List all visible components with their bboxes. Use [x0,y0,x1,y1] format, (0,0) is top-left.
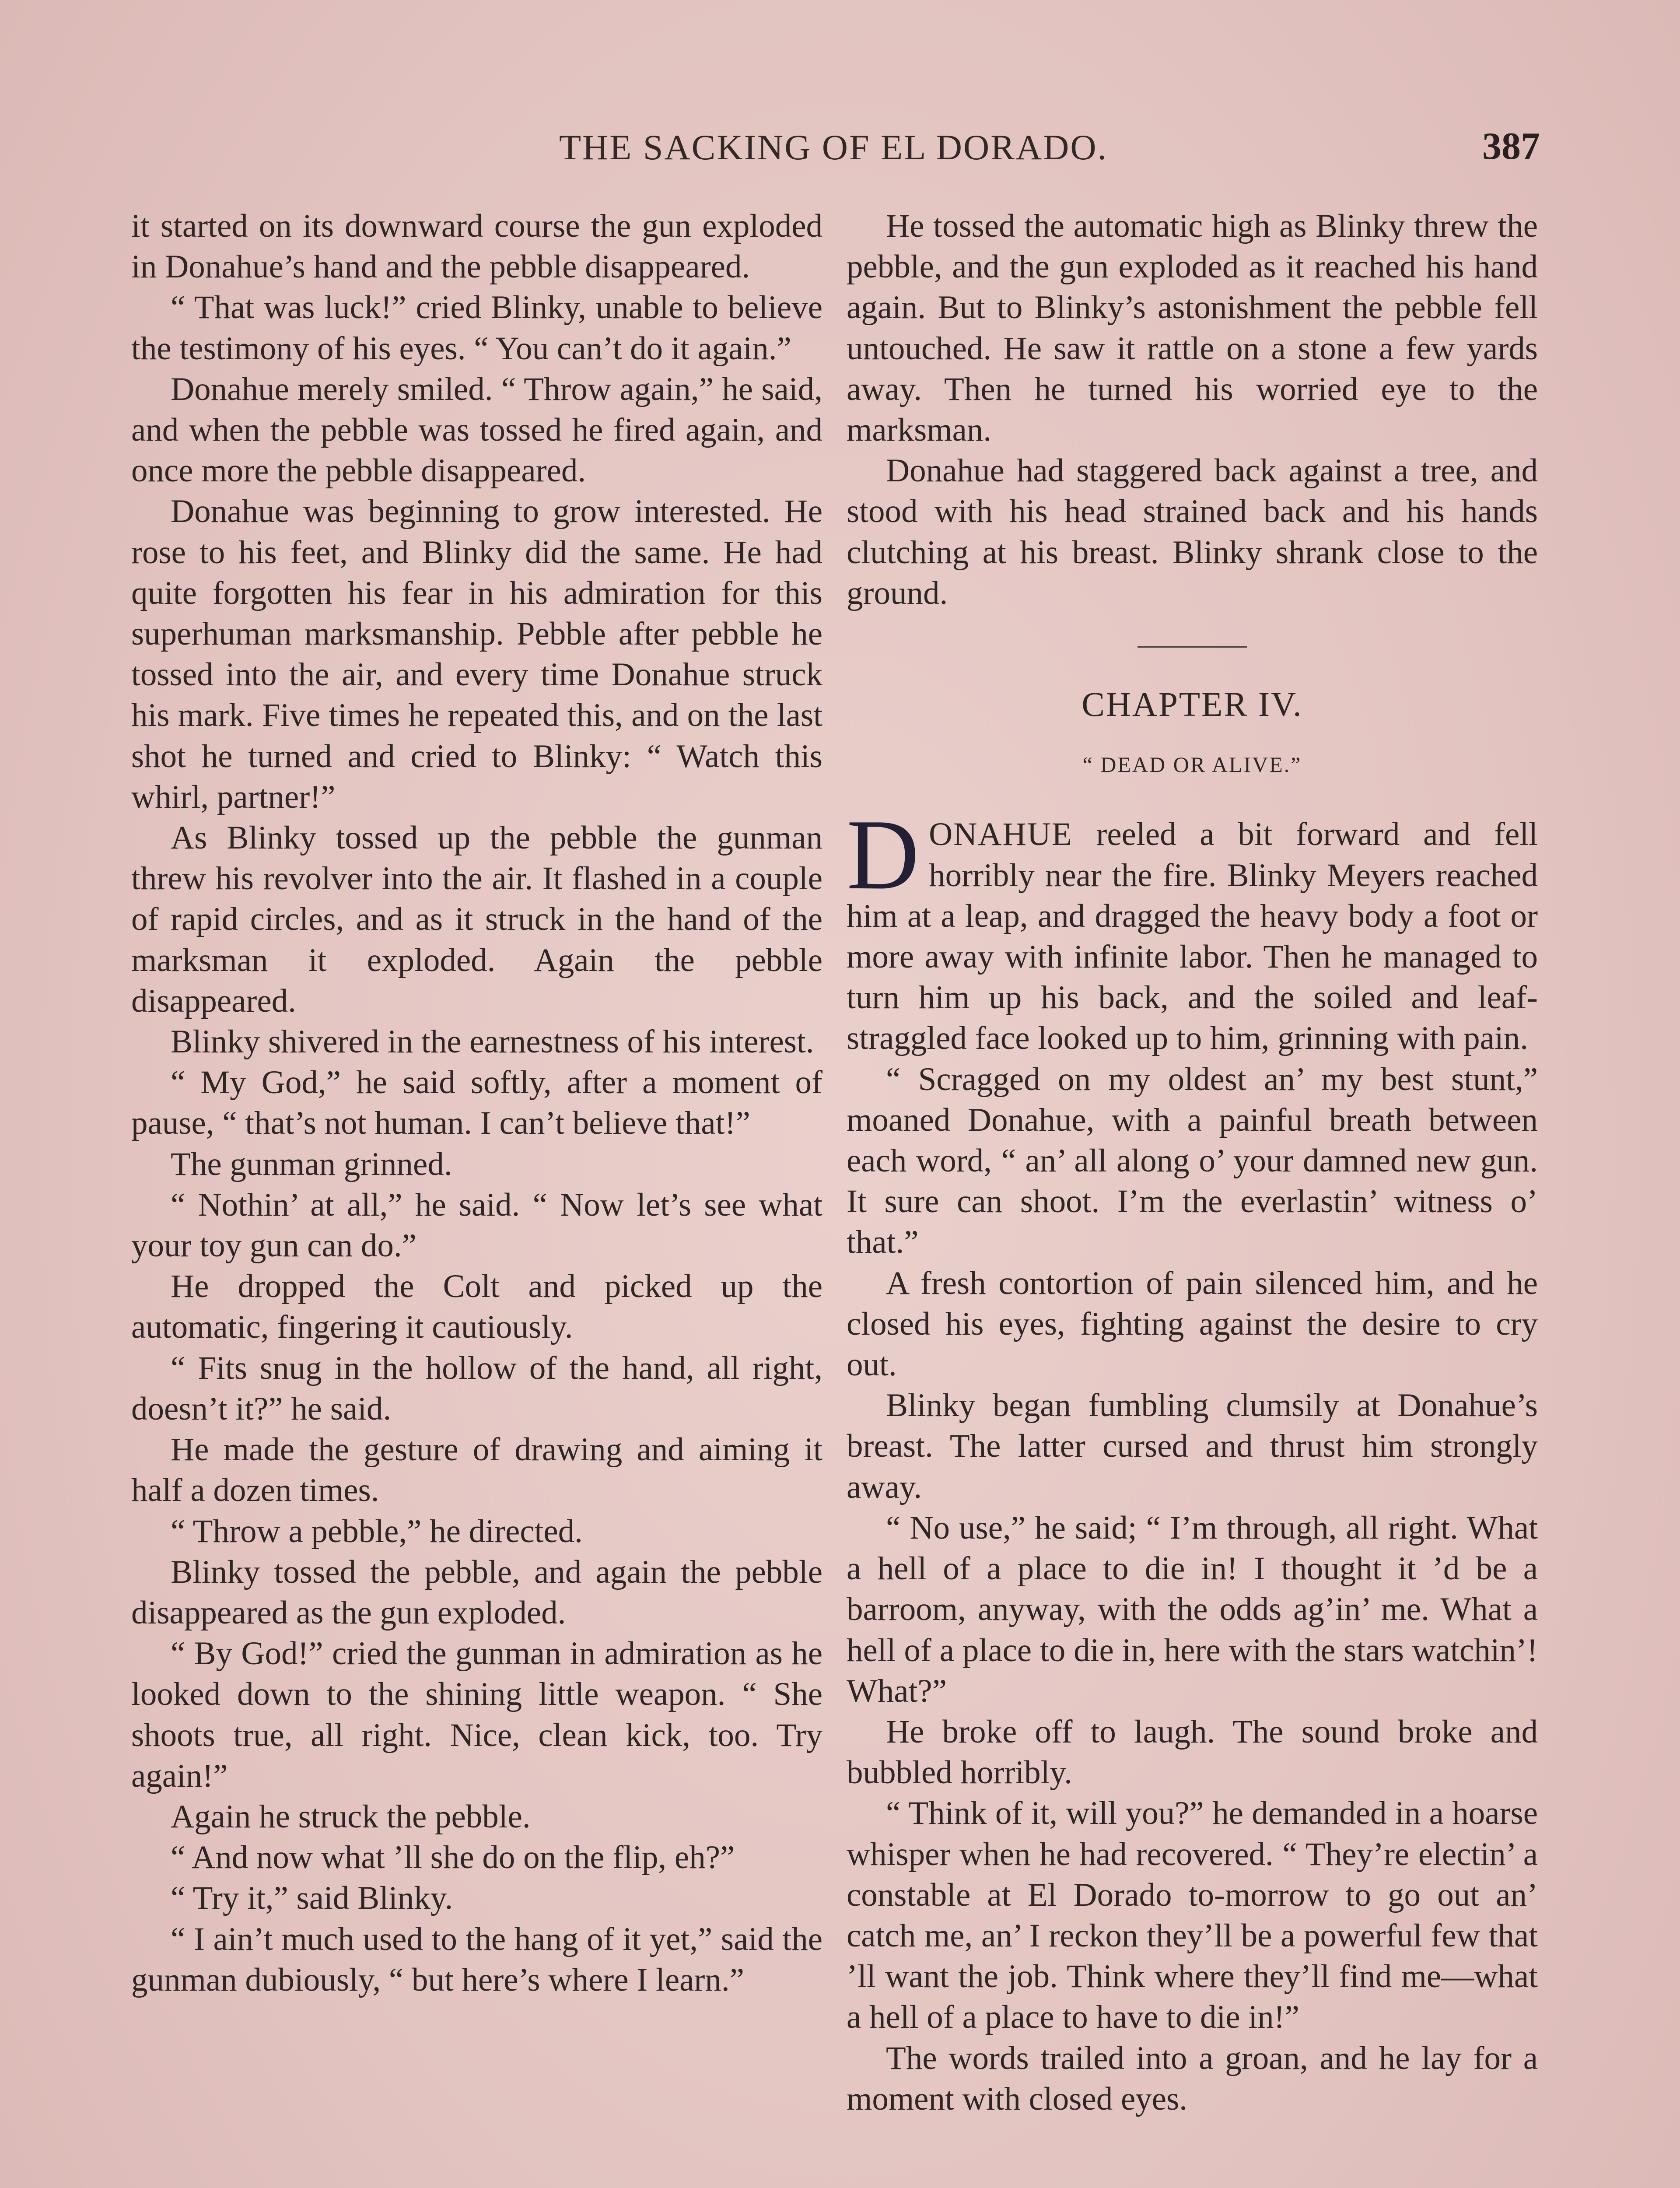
chapter-subtitle: “ DEAD OR ALIVE.” [1082,752,1302,777]
left-paragraph: “ Nothin’ at all,” he said. “ Now let’s see what your toy gun can do.” [131,1186,822,1264]
left-paragraph: “ By God!” cried the gunman in admiration as he looked down to the shining little weapon. “ She shoots true, all right. Nice, clean kick, too. Try again!” [131,1635,822,1794]
right-paragraph: “ Think of it, will you?” he demanded in a hoarse whisper when he had recovered. “ They’re electin’ a constable at El Dorado to-morrow to go out an’ catch me, an’ I reckon they’ll be a powerful few that ’ll want the job. Think where they’ll find me—what a hell of a place to have to die in!” [847,1795,1538,2036]
left-paragraph: He made the gesture of drawing and aiming it half a dozen times. [131,1431,822,1509]
left-paragraph: Donahue merely smiled. “ Throw again,” he said, and when the pebble was tossed he fired again, and once more the pebble disappeared. [131,371,822,489]
left-paragraph: “ My God,” he said softly, after a moment of pause, “ that’s not human. I can’t believe that!” [131,1064,822,1142]
right-paragraph: A fresh contortion of pain silenced him, and he closed his eyes, fighting against the desire to cry out. [847,1265,1538,1383]
left-paragraph: The gunman grinned. [171,1146,452,1182]
page-number: 387 [1482,125,1540,168]
right-paragraph: He tossed the automatic high as Blinky threw the pebble, and the gun exploded as it reached his hand again. But to Blinky’s astonishment the pebble fell untouched. He saw it rattle on a stone a few yards away. Then he turned his worried eye to the marksman. [847,208,1538,449]
right-paragraph: The words trailed into a groan, and he lay for a moment with closed eyes. [847,2040,1538,2117]
running-title: THE SACKING OF EL DORADO. [559,127,1108,167]
left-column [131,206,822,2000]
page-header [127,127,1540,179]
left-paragraph: “ And now what ’ll she do on the flip, eh?” [171,1839,735,1876]
left-paragraph: “ That was luck!” cried Blinky, unable to believe the testimony of his eyes. “ You can’t do it again.” [131,289,822,367]
right-paragraph: “ Scragged on my oldest an’ my best stunt,” moaned Donahue, with a painful breath between each word, “ an’ all along o’ your damned new gun. It sure can shoot. I’m the everlastin’ witness o’ that.” [847,1061,1538,1261]
right-paragraph: He broke off to laugh. The sound broke and bubbled horribly. [847,1713,1538,1791]
right-paragraph: “ No use,” he said; “ I’m through, all right. What a hell of a place to die in! I thought it ’d be a barroom, anyway, with the odds ag’in’ me. What a hell of a place to die in, here with the stars watchin’! What?” [847,1509,1538,1709]
chapter-opening-paragraph [847,799,1538,1059]
drop-cap: D [847,799,920,911]
opening-smallcaps: ONAHUE [929,816,1073,853]
left-paragraph: Blinky tossed the pebble, and again the pebble disappeared as the gun exploded. [131,1553,822,1631]
left-paragraph: “ I ain’t much used to the hang of it yet,” said the gunman dubiously, “ but here’s where I learn.” [131,1921,822,1998]
right-paragraph: Blinky began fumbling clumsily at Donahue’s breast. The latter cursed and thrust him strongly away. [847,1387,1538,1505]
left-paragraph: Again he struck the pebble. [171,1798,531,1835]
left-paragraph: Blinky shivered in the earnestness of his interest. [171,1024,814,1060]
left-paragraph: it started on its downward course the gun exploded in Donahue’s hand and the pebble disappeared. [131,208,822,285]
section-divider [1138,646,1247,648]
left-paragraph: “ Fits snug in the hollow of the hand, all right, doesn’t it?” he said. [131,1350,822,1427]
left-paragraph: Donahue was beginning to grow interested. He rose to his feet, and Blinky did the same. He had quite forgotten his fear in his admiration for this superhuman marksmanship. Pebble after pebble he tossed into the air, and every time Donahue struck his mark. Five times he repeated this, and on the last shot he turned and cried to Blinky: “ Watch this whirl, partner!” [131,493,822,815]
left-paragraph: He dropped the Colt and picked up the automatic, fingering it cautiously. [131,1268,822,1346]
opening-text: reeled a bit forward and fell horribly near the fire. Blinky Meyers reached him at a leap, and dragged the heavy body a foot or more away with infinite labor. Then he managed to turn him up his back, and the soiled and leaf-straggled face looked up to him, grinning with pain. [847,816,1538,1057]
right-column [847,206,1538,2119]
right-paragraph: Donahue had staggered back against a tree, and stood with his head strained back and his hands clutching at his breast. Blinky shrank close to the ground. [847,452,1538,611]
left-paragraph: As Blinky tossed up the pebble the gunman threw his revolver into the air. It flashed in a couple of rapid circles, and as it struck in the hand of the marksman it exploded. Again the pebble disappeared. [131,820,822,1019]
left-paragraph: “ Try it,” said Blinky. [171,1880,453,1917]
chapter-title: CHAPTER IV. [1082,686,1303,724]
left-paragraph: “ Throw a pebble,” he directed. [171,1513,583,1550]
